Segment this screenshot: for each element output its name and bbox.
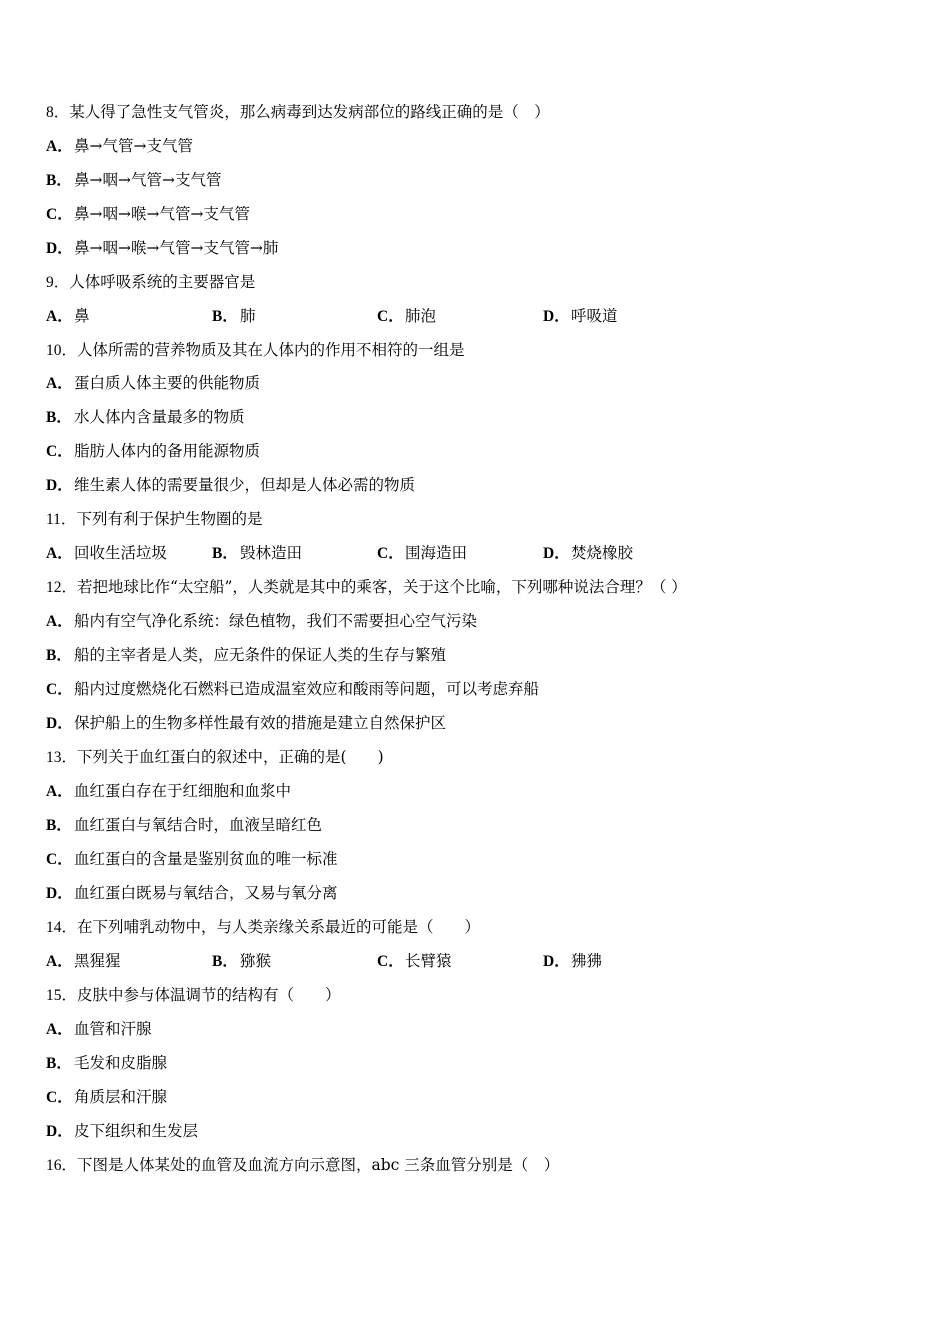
option-label: A． [46, 613, 73, 630]
question-13-stem [46, 747, 384, 768]
option-label: A． [46, 308, 73, 325]
question-8-option-c[interactable] [46, 204, 250, 225]
question-10-option-a[interactable] [46, 373, 260, 394]
option-label: C． [377, 953, 404, 970]
option-text: 血红蛋白存在于红细胞和血浆中 [74, 782, 292, 800]
option-label: B． [46, 409, 72, 426]
question-8-option-a[interactable] [46, 136, 193, 157]
option-text: 长臂猿 [405, 952, 452, 970]
option-label: C． [46, 1089, 73, 1106]
option-text: 蛋白质人体主要的供能物质 [74, 374, 261, 392]
option-text: 肺泡 [405, 307, 437, 325]
question-14-option-b[interactable] [212, 951, 271, 972]
option-label: B． [46, 172, 72, 189]
question-text: 下图是人体某处的血管及血流方向示意图，abc 三条血管分别是（ ） [77, 1156, 560, 1174]
question-number: 9． [46, 274, 70, 291]
option-label: A． [46, 783, 73, 800]
question-text: 下列有利于保护生物圈的是 [76, 510, 263, 528]
option-text: 鼻→咽→气管→支气管 [74, 171, 222, 189]
option-text: 焚烧橡胶 [571, 544, 634, 562]
option-text: 毛发和皮脂腺 [74, 1054, 168, 1072]
question-9-option-c[interactable] [377, 306, 436, 327]
question-number: 12． [46, 579, 78, 596]
option-label: D． [543, 953, 570, 970]
question-9-option-d[interactable] [543, 306, 618, 327]
question-12-option-d[interactable] [46, 713, 446, 734]
option-text: 呼吸道 [571, 307, 618, 325]
option-text: 血红蛋白的含量是鉴别贫血的唯一标准 [74, 850, 338, 868]
question-14-stem [46, 917, 480, 938]
question-8-option-d[interactable] [46, 238, 278, 259]
question-11-option-c[interactable] [377, 543, 467, 564]
question-14-option-a[interactable] [46, 951, 121, 972]
question-14-option-d[interactable] [543, 951, 602, 972]
question-13-option-b[interactable] [46, 815, 322, 836]
question-9-option-b[interactable] [212, 306, 256, 327]
option-label: D． [46, 715, 73, 732]
question-number: 13． [46, 749, 78, 766]
question-8-stem [46, 102, 550, 123]
question-number: 8． [46, 104, 70, 121]
option-label: A． [46, 375, 73, 392]
question-13-option-a[interactable] [46, 781, 291, 802]
option-label: C． [377, 308, 404, 325]
option-label: A． [46, 138, 73, 155]
option-label: B． [46, 1055, 72, 1072]
option-label: C． [377, 545, 404, 562]
question-11-option-a[interactable] [46, 543, 167, 564]
question-13-option-c[interactable] [46, 849, 338, 870]
option-text: 船内有空气净化系统：绿色植物，我们不需要担心空气污染 [74, 612, 478, 630]
question-number: 10． [46, 342, 78, 359]
question-12-option-b[interactable] [46, 645, 446, 666]
option-text: 血红蛋白既易与氧结合，又易与氧分离 [74, 884, 338, 902]
question-11-option-d[interactable] [543, 543, 633, 564]
option-label: C． [46, 443, 73, 460]
question-text: 下列关于血红蛋白的叙述中，正确的是( ) [77, 748, 384, 766]
question-15-option-d[interactable] [46, 1121, 198, 1142]
option-text: 猕猴 [240, 952, 272, 970]
option-label: D． [46, 1123, 73, 1140]
option-text: 水人体内含量最多的物质 [74, 408, 245, 426]
option-text: 船的主宰者是人类，应无条件的保证人类的生存与繁殖 [74, 646, 447, 664]
option-text: 肺 [240, 307, 256, 325]
question-15-option-b[interactable] [46, 1053, 167, 1074]
option-text: 血管和汗腺 [74, 1020, 152, 1038]
option-text: 狒狒 [571, 952, 603, 970]
question-text: 在下列哺乳动物中，与人类亲缘关系最近的可能是（ ） [77, 918, 481, 936]
option-text: 黑猩猩 [74, 952, 121, 970]
question-text: 人体呼吸系统的主要器官是 [69, 273, 256, 291]
option-label: C． [46, 851, 73, 868]
question-text: 若把地球比作“太空船”，人类就是其中的乘客，关于这个比喻，下列哪种说法合理？（ ） [77, 578, 687, 596]
option-label: A． [46, 953, 73, 970]
question-11-option-b[interactable] [212, 543, 302, 564]
question-12-option-c[interactable] [46, 679, 539, 700]
option-label: C． [46, 681, 73, 698]
option-text: 脂肪人体内的备用能源物质 [74, 442, 261, 460]
question-14-option-c[interactable] [377, 951, 452, 972]
question-number: 11． [46, 511, 77, 528]
question-12-stem [46, 577, 687, 598]
question-10-option-b[interactable] [46, 407, 245, 428]
option-label: D． [46, 885, 73, 902]
option-text: 鼻→咽→喉→气管→支气管→肺 [74, 239, 279, 257]
question-15-option-c[interactable] [46, 1087, 167, 1108]
question-10-option-c[interactable] [46, 441, 260, 462]
question-13-option-d[interactable] [46, 883, 338, 904]
option-text: 维生素人体的需要量很少，但却是人体必需的物质 [74, 476, 416, 494]
option-label: D． [543, 308, 570, 325]
option-label: B． [212, 308, 238, 325]
option-text: 保护船上的生物多样性最有效的措施是建立自然保护区 [74, 714, 447, 732]
question-text: 某人得了急性支气管炎，那么病毒到达发病部位的路线正确的是（ ） [69, 103, 550, 121]
option-label: B． [212, 953, 238, 970]
option-label: B． [46, 817, 72, 834]
question-number: 16． [46, 1157, 78, 1174]
option-label: A． [46, 1021, 73, 1038]
option-label: C． [46, 206, 73, 223]
question-15-stem [46, 985, 341, 1006]
question-12-option-a[interactable] [46, 611, 477, 632]
question-15-option-a[interactable] [46, 1019, 152, 1040]
question-number: 15． [46, 987, 78, 1004]
option-label: D． [46, 240, 73, 257]
option-text: 角质层和汗腺 [74, 1088, 168, 1106]
question-10-stem [46, 340, 465, 361]
option-text: 血红蛋白与氧结合时，血液呈暗红色 [74, 816, 323, 834]
question-9-stem [46, 272, 255, 293]
option-label: D． [46, 477, 73, 494]
option-text: 鼻 [74, 307, 90, 325]
question-8-option-b[interactable] [46, 170, 221, 191]
question-11-stem [46, 509, 262, 530]
option-text: 皮下组织和生发层 [74, 1122, 199, 1140]
option-text: 回收生活垃圾 [74, 544, 168, 562]
option-label: D． [543, 545, 570, 562]
option-label: B． [46, 647, 72, 664]
option-text: 鼻→气管→支气管 [74, 137, 193, 155]
option-label: A． [46, 545, 73, 562]
option-text: 毁林造田 [240, 544, 303, 562]
question-10-option-d[interactable] [46, 475, 415, 496]
question-text: 皮肤中参与体温调节的结构有（ ） [77, 986, 341, 1004]
option-label: B． [212, 545, 238, 562]
option-text: 船内过度燃烧化石燃料已造成温室效应和酸雨等问题，可以考虑弃船 [74, 680, 540, 698]
question-9-option-a[interactable] [46, 306, 90, 327]
question-text: 人体所需的营养物质及其在人体内的作用不相符的一组是 [77, 341, 465, 359]
question-16-stem [46, 1155, 559, 1176]
option-text: 围海造田 [405, 544, 468, 562]
question-number: 14． [46, 919, 78, 936]
option-text: 鼻→咽→喉→气管→支气管 [74, 205, 250, 223]
